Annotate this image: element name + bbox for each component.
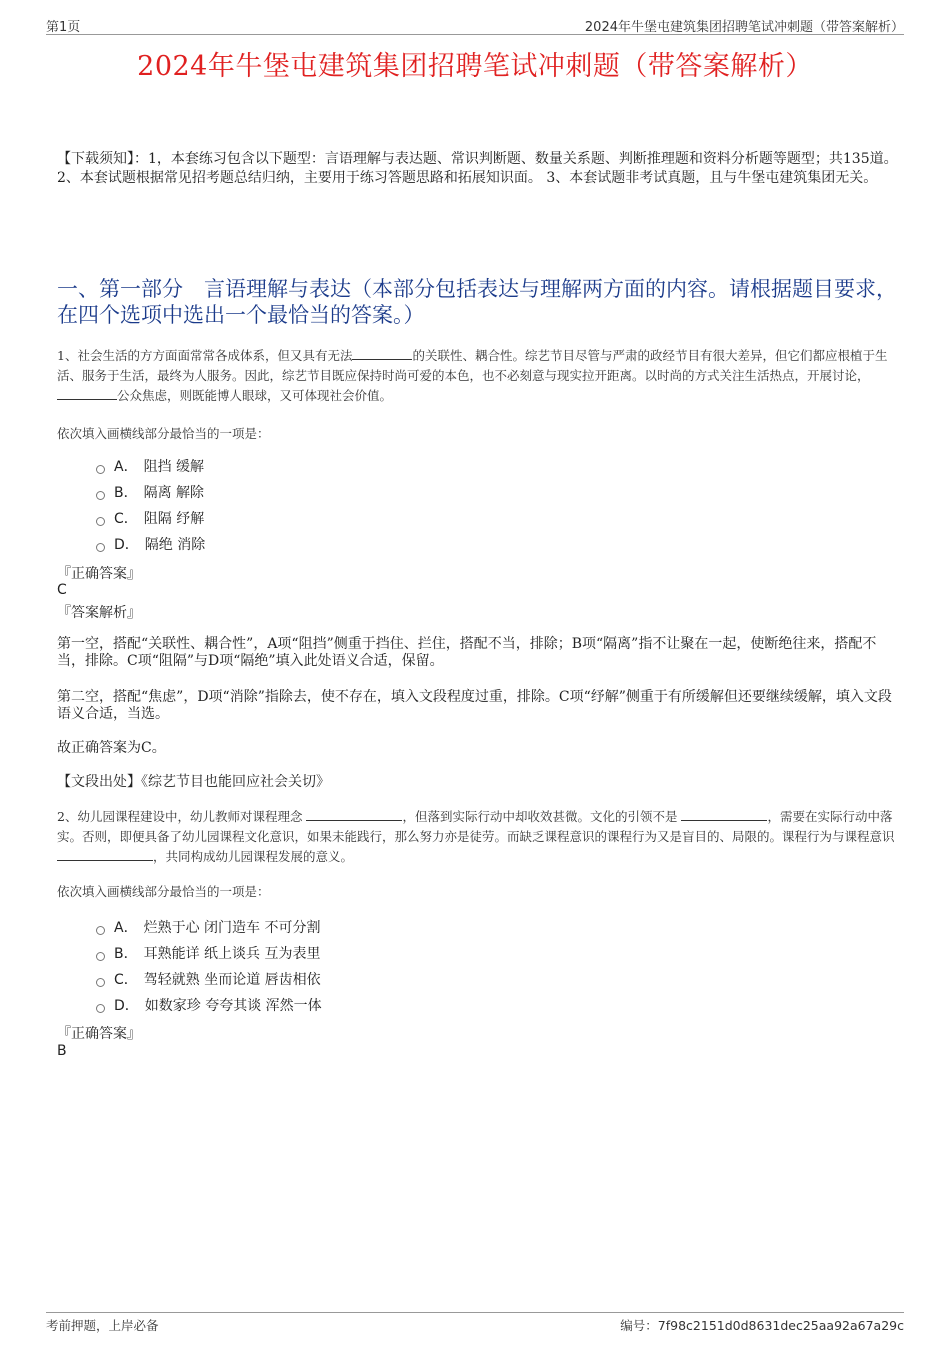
radio-icon[interactable] — [96, 978, 105, 987]
page-number: 第1页 — [46, 20, 81, 35]
analysis-paragraph-2: 第二空，搭配“焦虑”，D项“消除”指除去，使不存在，填入文段程度过重，排除。C项“纾解”侧重于有所缓解但还要继续缓解，填入文段语义合适，当选。 — [57, 689, 892, 722]
answer-blank — [681, 808, 767, 821]
option-a[interactable]: A． 烂熟于心 闭门造车 不可分割 — [96, 914, 322, 940]
radio-icon[interactable] — [96, 543, 105, 552]
question-2-options — [96, 914, 322, 1018]
option-a[interactable]: A． 阻挡 缓解 — [96, 453, 205, 479]
option-d[interactable]: D． 如数家珍 夸夸其谈 浑然一体 — [96, 992, 322, 1018]
page-header — [46, 14, 904, 35]
answer-blank — [352, 347, 412, 360]
section-heading: 一、第一部分 言语理解与表达（本部分包括表达与理解两方面的内容。请根据题目要求，在四个选项中选出一个最恰当的答案。） — [57, 277, 897, 327]
source-citation: 【文段出处】《综艺节目也能回应社会关切》 — [57, 774, 330, 790]
answer-blank — [57, 387, 117, 400]
option-b[interactable]: B． 隔离 解除 — [96, 479, 205, 505]
document-code: 编号：7f98c2151d0d8631dec25aa92a67a29c — [620, 1318, 904, 1333]
option-c[interactable]: C． 阻隔 纾解 — [96, 505, 205, 531]
correct-answer: B — [57, 1043, 67, 1059]
page-footer — [46, 1312, 904, 1335]
answer-blank — [57, 848, 153, 861]
download-notice: 【下载须知】：1，本套练习包含以下题型：言语理解与表达题、常识判断题、数量关系题、判断推理题和资料分析题等题型；共135道。 2、本套试题根据常见招考题总结归纳，主要用于练习答题思路和拓展知识面。 3、本套试题非考试真题，且与牛堡屯建筑集团无关。 — [57, 151, 898, 186]
footer-slogan: 考前押题，上岸必备 — [46, 1318, 159, 1333]
correct-answer: C — [57, 582, 67, 598]
correct-answer-label: 『正确答案』 — [57, 566, 141, 582]
radio-icon[interactable] — [96, 1004, 105, 1013]
radio-icon[interactable] — [96, 952, 105, 961]
correct-answer-label: 『正确答案』 — [57, 1026, 141, 1042]
question-1-options — [96, 453, 205, 557]
document-title: 2024年牛堡屯建筑集团招聘笔试冲刺题（带答案解析） — [137, 51, 813, 82]
analysis-label: 『答案解析』 — [57, 605, 141, 621]
option-b[interactable]: B． 耳熟能详 纸上谈兵 互为表里 — [96, 940, 322, 966]
radio-icon[interactable] — [96, 465, 105, 474]
answer-blank — [306, 808, 402, 821]
radio-icon[interactable] — [96, 517, 105, 526]
question-1-text: 1、社会生活的方方面面常常各成体系，但又具有无法 的关联性、耦合性。综艺节目尽管与严肃的政经节目有很大差异，但它们都应根植于生活、服务于生活，最终为人服务。因此，综艺节目既应保持时尚可爱的本色，也不必刻意与现实拉开距离。以时尚的方式关注生活热点，开展讨论，公众焦虑，则既能博人眼球，又可体现社会价值。 — [57, 348, 888, 403]
question-2-instruction: 依次填入画横线部分最恰当的一项是： — [57, 884, 270, 899]
header-doc-title: 2024年牛堡屯建筑集团招聘笔试冲刺题（带答案解析） — [584, 20, 904, 35]
question-2-text: 2、幼儿园课程建设中，幼儿教师对课程理念 ，但落到实际行动中却收效甚微。文化的引领不是 ，需要在实际行动中落实。否则，即便具备了幼儿园课程文化意识，如果未能践行，那么努力亦是徒劳。而缺乏课程意识的课程行为又是盲目的、局限的。课程行为与课程意识 ，共同构成幼儿园课程发展的意义。 — [57, 809, 895, 864]
question-1-instruction: 依次填入画横线部分最恰当的一项是： — [57, 426, 270, 441]
radio-icon[interactable] — [96, 926, 105, 935]
analysis-paragraph-1: 第一空，搭配“关联性、耦合性”，A项“阻挡”侧重于挡住、拦住，搭配不当，排除；B项“隔离”指不让聚在一起，使断绝往来，搭配不当，排除。C项“阻隔”与D项“隔绝”填入此处语义合适，保留。 — [57, 636, 877, 669]
radio-icon[interactable] — [96, 491, 105, 500]
option-d[interactable]: D． 隔绝 消除 — [96, 531, 205, 557]
analysis-conclusion: 故正确答案为C。 — [57, 740, 166, 756]
option-c[interactable]: C． 驾轻就熟 坐而论道 唇齿相依 — [96, 966, 322, 992]
